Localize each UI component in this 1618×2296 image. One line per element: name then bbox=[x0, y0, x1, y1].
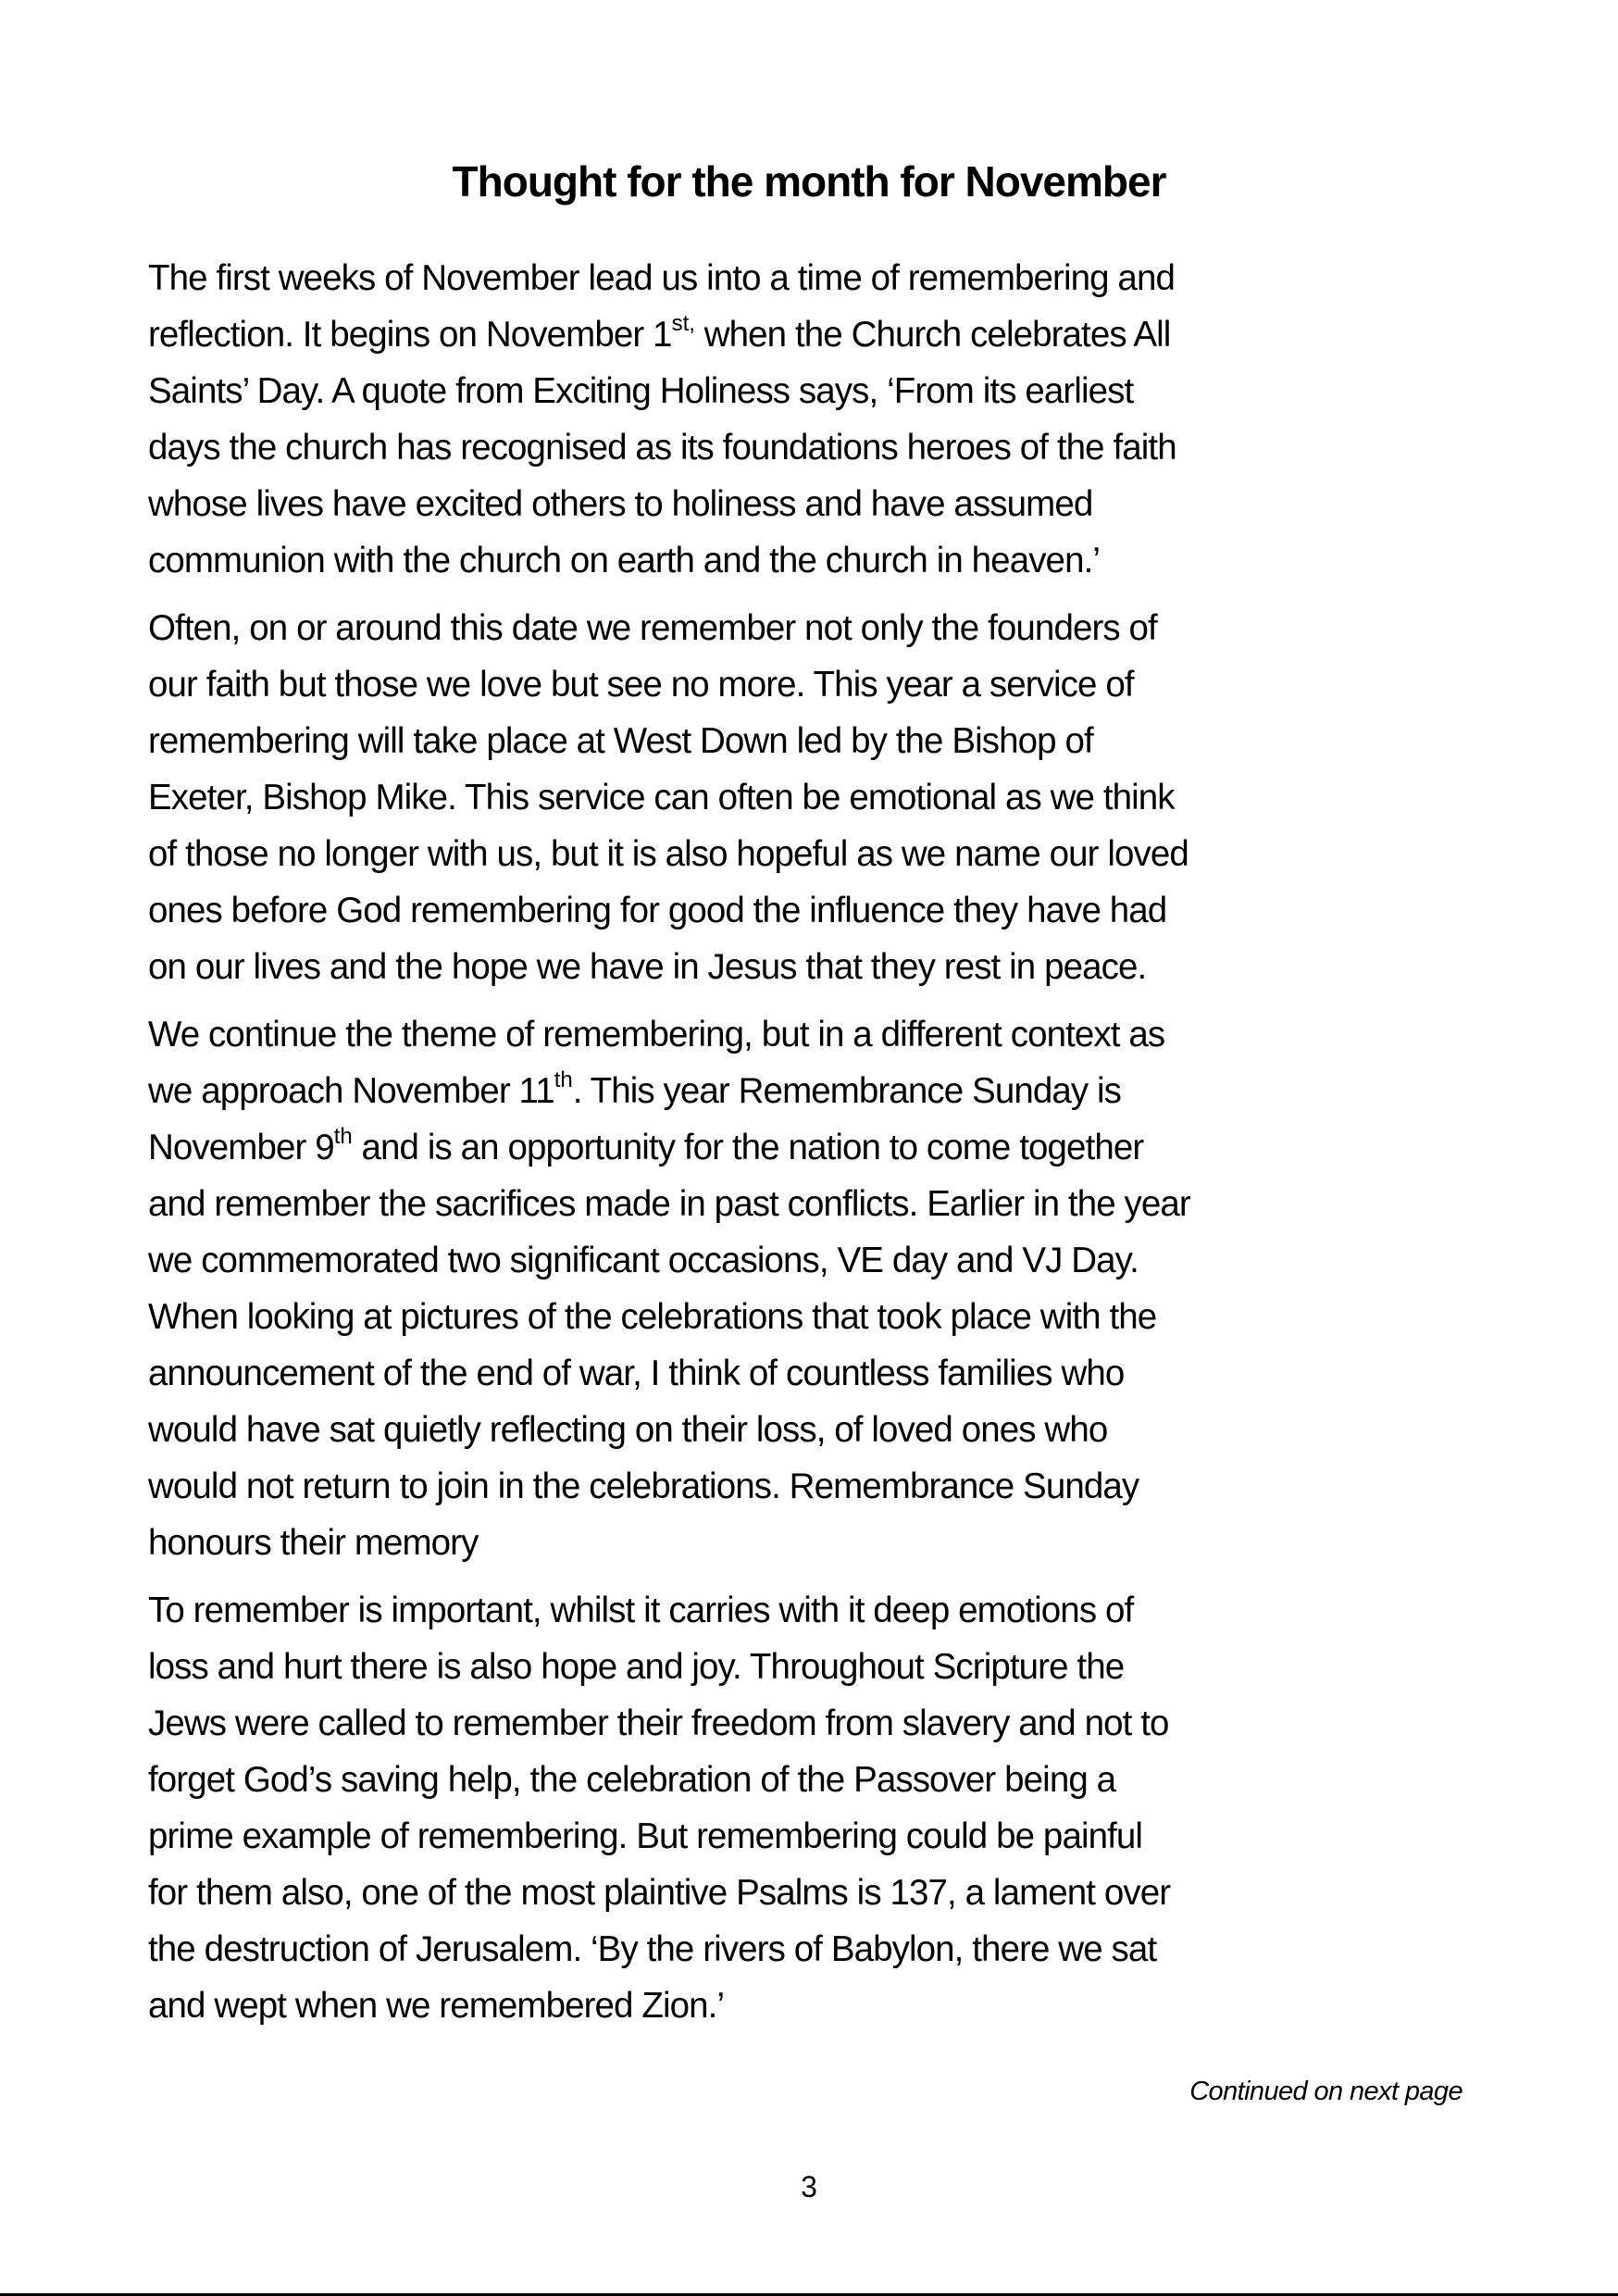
continued-note: Continued on next page bbox=[1189, 2077, 1462, 2106]
text-line bbox=[148, 306, 1481, 363]
text-run: prime example of remembering. But remembering could be painful bbox=[148, 1816, 1143, 1856]
text-run: Often, on or around this date we remember not only the founders of bbox=[148, 608, 1157, 648]
text-run: we approach November 11 bbox=[148, 1071, 554, 1111]
page-title: Thought for the month for November bbox=[452, 157, 1166, 206]
text-run: honours their memory bbox=[148, 1523, 479, 1563]
text-line bbox=[148, 769, 1481, 826]
text-run: announcement of the end of war, I think of countless families who bbox=[148, 1354, 1125, 1393]
paragraph bbox=[148, 1582, 1481, 2034]
text-line bbox=[148, 1921, 1481, 1978]
text-run: The first weeks of November lead us into a time of remembering and bbox=[148, 258, 1175, 298]
text-line bbox=[148, 476, 1481, 532]
ordinal-superscript: st, bbox=[671, 311, 695, 336]
text-line bbox=[148, 1402, 1481, 1458]
text-run: whose lives have excited others to holiness and have assumed bbox=[148, 484, 1093, 524]
text-run: ones before God remembering for good the influence they have had bbox=[148, 891, 1167, 930]
text-run: When looking at pictures of the celebrations that took place with the bbox=[148, 1297, 1157, 1337]
text-run: communion with the church on earth and the church in heaven.’ bbox=[148, 541, 1101, 580]
text-line bbox=[148, 1582, 1481, 1639]
text-run: of those no longer with us, but it is also hopeful as we name our loved bbox=[148, 834, 1189, 874]
text-line bbox=[148, 1752, 1481, 1808]
text-run: our faith but those we love but see no more. This year a service of bbox=[148, 665, 1134, 705]
text-line bbox=[148, 713, 1481, 769]
text-run: loss and hurt there is also hope and joy. Throughout Scripture the bbox=[148, 1647, 1125, 1687]
paragraph bbox=[148, 1006, 1481, 1571]
text-run: Exeter, Bishop Mike. This service can often be emotional as we think bbox=[148, 778, 1175, 817]
text-line bbox=[148, 600, 1481, 656]
article-body bbox=[148, 250, 1481, 2045]
text-run: and is an opportunity for the nation to come together bbox=[352, 1128, 1144, 1167]
text-run: and wept when we remembered Zion.’ bbox=[148, 1986, 725, 2026]
text-run: would not return to join in the celebrations. Remembrance Sunday bbox=[148, 1466, 1139, 1506]
text-line bbox=[148, 419, 1481, 476]
text-run: and remember the sacrifices made in past conflicts. Earlier in the year bbox=[148, 1184, 1190, 1224]
text-line bbox=[148, 1063, 1481, 1119]
text-run: We continue the theme of remembering, but in a different context as bbox=[148, 1015, 1165, 1054]
text-run: on our lives and the hope we have in Jesus that they rest in peace. bbox=[148, 947, 1147, 987]
paragraph bbox=[148, 600, 1481, 995]
paragraph bbox=[148, 250, 1481, 589]
text-run: November 9 bbox=[148, 1128, 334, 1167]
text-line bbox=[148, 1006, 1481, 1063]
text-run: Jews were called to remember their freedom from slavery and not to bbox=[148, 1703, 1169, 1743]
text-line bbox=[148, 1289, 1481, 1345]
text-line bbox=[148, 939, 1481, 995]
text-run: days the church has recognised as its foundations heroes of the faith bbox=[148, 428, 1176, 468]
text-line bbox=[148, 882, 1481, 939]
text-line bbox=[148, 1176, 1481, 1232]
text-run: when the Church celebrates All bbox=[694, 315, 1171, 355]
text-run: reflection. It begins on November 1 bbox=[148, 315, 672, 355]
ordinal-superscript: th bbox=[333, 1124, 353, 1149]
text-run: Saints’ Day. A quote from Exciting Holiness says, ‘From its earliest bbox=[148, 371, 1134, 411]
text-line bbox=[148, 250, 1481, 306]
text-run: To remember is important, whilst it carries with it deep emotions of bbox=[148, 1591, 1134, 1630]
text-run: for them also, one of the most plaintive Psalms is 137, a lament over bbox=[148, 1873, 1171, 1913]
text-line bbox=[148, 1458, 1481, 1515]
text-line bbox=[148, 1978, 1481, 2034]
text-line bbox=[148, 1515, 1481, 1571]
text-line bbox=[148, 656, 1481, 713]
text-run: the destruction of Jerusalem. ‘By the rivers of Babylon, there we sat bbox=[148, 1929, 1157, 1969]
text-run: we commemorated two significant occasions, VE day and VJ Day. bbox=[148, 1241, 1139, 1280]
text-run: . This year Remembrance Sunday is bbox=[572, 1071, 1122, 1111]
text-line bbox=[148, 1232, 1481, 1289]
text-line bbox=[148, 532, 1481, 589]
text-line bbox=[148, 1345, 1481, 1402]
ordinal-superscript: th bbox=[554, 1067, 573, 1092]
text-line bbox=[148, 1865, 1481, 1921]
page-number: 3 bbox=[801, 2170, 817, 2203]
text-line bbox=[148, 1808, 1481, 1865]
text-line bbox=[148, 826, 1481, 882]
text-run: forget God’s saving help, the celebration of the Passover being a bbox=[148, 1760, 1116, 1800]
text-line bbox=[148, 1639, 1481, 1695]
text-run: remembering will take place at West Down led by the Bishop of bbox=[148, 721, 1093, 761]
text-line bbox=[148, 1119, 1481, 1176]
text-run: would have sat quietly reflecting on their loss, of loved ones who bbox=[148, 1410, 1108, 1450]
text-line bbox=[148, 1695, 1481, 1752]
text-line bbox=[148, 363, 1481, 419]
